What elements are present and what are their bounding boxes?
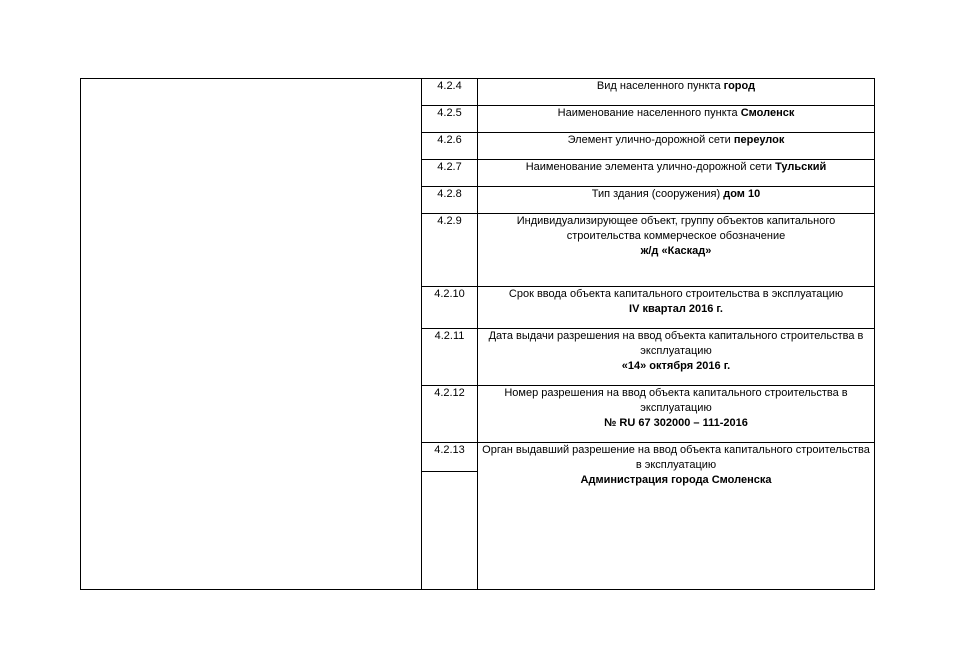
- row-text: Дата выдачи разрешения на ввод объекта капитального строительства в эксплуатацию: [488, 330, 864, 357]
- row-number: 4.2.13: [422, 443, 478, 472]
- row-content: [478, 214, 875, 287]
- row-text: Наименование элемента улично-дорожной сети: [525, 161, 773, 173]
- row-text: Орган выдавший разрешение на ввод объекта капитального строительства в эксплуатацию: [482, 444, 870, 471]
- row-content: [478, 443, 875, 590]
- row-number: 4.2.11: [422, 329, 478, 386]
- row-number: 4.2.7: [422, 160, 478, 187]
- row-text: Тип здания (сооружения): [591, 188, 721, 200]
- row-value: дом 10: [723, 188, 761, 200]
- row-content: [478, 386, 875, 443]
- row-number: 4.2.8: [422, 187, 478, 214]
- row-value: «14» октября 2016 г.: [621, 360, 731, 372]
- row-number: 4.2.5: [422, 106, 478, 133]
- row-value: Смоленск: [740, 107, 795, 119]
- row-content: [478, 187, 875, 214]
- row-content: [478, 106, 875, 133]
- row-number: 4.2.9: [422, 214, 478, 287]
- row-value: переулок: [733, 134, 785, 146]
- row-content: [478, 133, 875, 160]
- row-value: Тульский: [775, 161, 827, 173]
- row-text: Номер разрешения на ввод объекта капитального строительства в эксплуатацию: [504, 387, 848, 414]
- row-text: Наименование населенного пункта: [557, 107, 738, 119]
- left-blank-column: [81, 79, 422, 590]
- row-number: 4.2.10: [422, 287, 478, 329]
- row-content: [478, 160, 875, 187]
- row-number: 4.2.4: [422, 79, 478, 106]
- row-value: IV квартал 2016 г.: [629, 303, 723, 315]
- row-text: Элемент улично-дорожной сети: [567, 134, 731, 146]
- row-text: Индивидуализирующее объект, группу объектов капитального строительства коммерческое обозначение: [516, 215, 836, 242]
- table-row: [81, 79, 875, 106]
- row-number: 4.2.6: [422, 133, 478, 160]
- row-text: Срок ввода объекта капитального строительства в эксплуатацию: [508, 288, 844, 300]
- declaration-table: [80, 78, 875, 590]
- row-text: Вид населенного пункта: [596, 80, 721, 92]
- row-number: 4.2.12: [422, 386, 478, 443]
- empty-number-cell: [422, 472, 478, 590]
- row-value: Администрация города Смоленска: [580, 474, 772, 486]
- row-content: [478, 287, 875, 329]
- row-content: [478, 329, 875, 386]
- row-value: город: [723, 80, 756, 92]
- row-value: ж/д «Каскад»: [640, 245, 712, 257]
- row-value: № RU 67 302000 – 111-2016: [604, 417, 748, 429]
- row-content: [478, 79, 875, 106]
